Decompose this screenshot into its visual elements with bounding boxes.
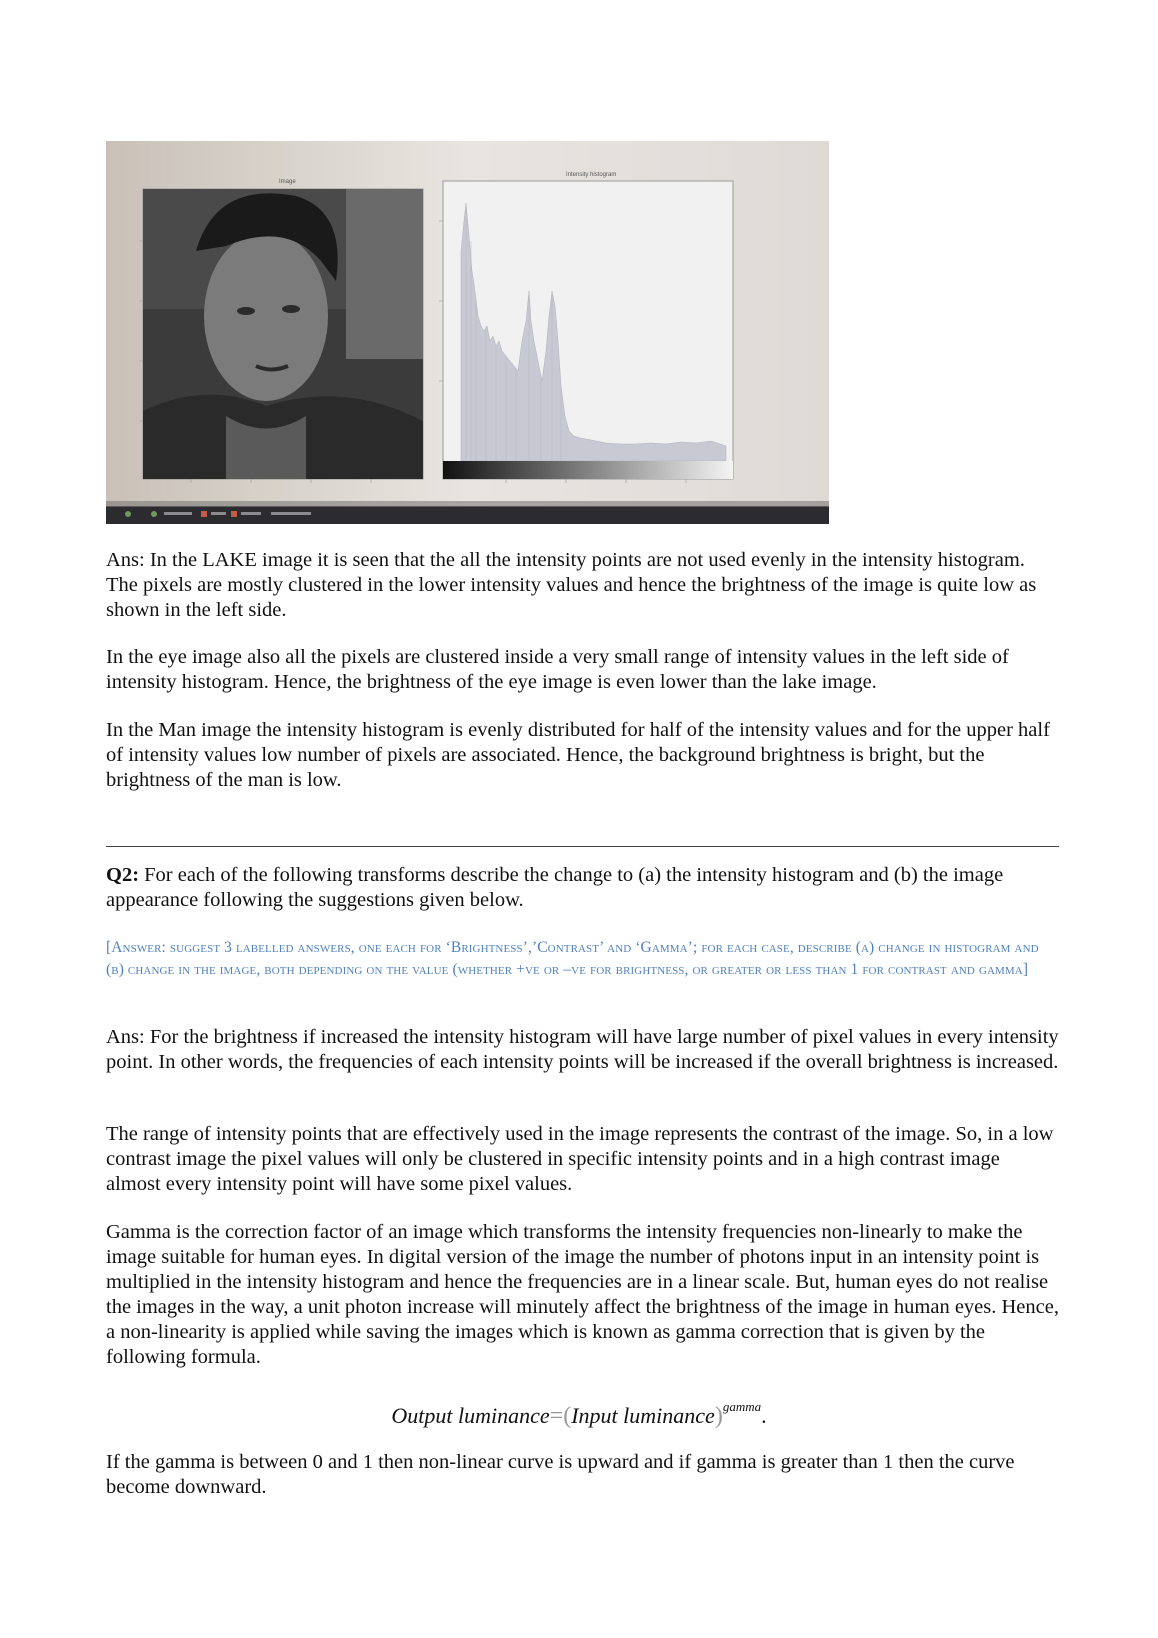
answer-gamma-range-text: If the gamma is between 0 and 1 then non-linear curve is upward and if gamma is greater than 1 then the curve become downward.	[106, 1451, 1015, 1498]
formula-close-paren: )	[714, 1403, 723, 1429]
formula-equals: =	[549, 1403, 564, 1429]
screen-photo	[106, 141, 829, 524]
photo-figure	[106, 141, 829, 524]
answer-gamma-paragraph	[106, 1220, 1059, 1370]
formula-inner: Input luminance	[571, 1403, 715, 1428]
answer-lake-text: Ans: In the LAKE image it is seen that the all the intensity points are not used evenly in the intensity histogram. The pixels are mostly clustered in the lower intensity values and hence the brightness of the image is quite low as shown in the left side.	[106, 549, 1037, 621]
right-panel-title: Intensity histogram	[566, 172, 617, 178]
question-2-label: Q2:	[106, 864, 140, 886]
question-2-text: For each of the following transforms describe the change to (a) the intensity histogram and (b) the image appearance following the suggestions given below.	[106, 864, 1004, 911]
question-2	[106, 863, 1059, 913]
left-panel-title: Image	[279, 179, 296, 185]
answer-lake-paragraph	[106, 548, 1059, 623]
answer-contrast-text: The range of intensity points that are effectively used in the image represents the contrast of the image. So, in a low contrast image the pixel values will only be clustered in specific intensity points and in a high contrast image almost every intensity point will have some pixel values.	[106, 1123, 1054, 1195]
man-image	[143, 189, 423, 479]
formula-lhs: Output luminance	[391, 1403, 550, 1428]
answer-man-text: In the Man image the intensity histogram is evenly distributed for half of the intensity values and for the upper half of intensity values low number of pixels are associated. Hence, the background brightness is bright, but the brightness of the man is low.	[106, 719, 1050, 791]
answer-gamma-text: Gamma is the correction factor of an image which transforms the intensity frequencies non-linearly to make the image suitable for human eyes. In digital version of the image the number of photons input in an intensity point is multiplied in the intensity histogram and hence the frequencies are in a linear scale. But, human eyes do not realise the images in the way, a unit photon increase will minutely affect the brightness of the image in human eyes. Hence, a non-linearity is applied while saving the images which is known as gamma correction that is given by the following formula.	[106, 1221, 1059, 1368]
answer-brightness-text: Ans: For the brightness if increased the intensity histogram will have large number of pixel values in every intensity point. In other words, the frequencies of each intensity points will be increased if the overall brightness is increased.	[106, 1026, 1059, 1073]
answer-gamma-range-paragraph	[106, 1450, 1059, 1500]
gamma-formula	[0, 1392, 1158, 1431]
formula-period: .	[761, 1403, 767, 1428]
answer-eye-text: In the eye image also all the pixels are clustered inside a very small range of intensity values in the left side of intensity histogram. Hence, the brightness of the eye image is even lower than the lake image.	[106, 646, 1009, 693]
answer-contrast-paragraph	[106, 1122, 1059, 1197]
formula-exponent: gamma	[722, 1399, 762, 1414]
answer-man-paragraph	[106, 718, 1059, 793]
answer-hint: [Answer: suggest 3 labelled answers, one each for ‘Brightness’,’Contrast’ and ‘Gamma’; for each case, describe (a) change in histogram and (b) change in the image, both depending on the value (whether +ve or –ve for brightness, or greater or less than 1 for contrast and gamma]	[106, 939, 1039, 978]
colorbar	[443, 461, 733, 479]
answer-eye-paragraph	[106, 645, 1059, 695]
formula-open-paren: (	[563, 1403, 572, 1429]
answer-brightness-paragraph	[106, 1025, 1059, 1075]
horizontal-divider	[106, 846, 1059, 847]
